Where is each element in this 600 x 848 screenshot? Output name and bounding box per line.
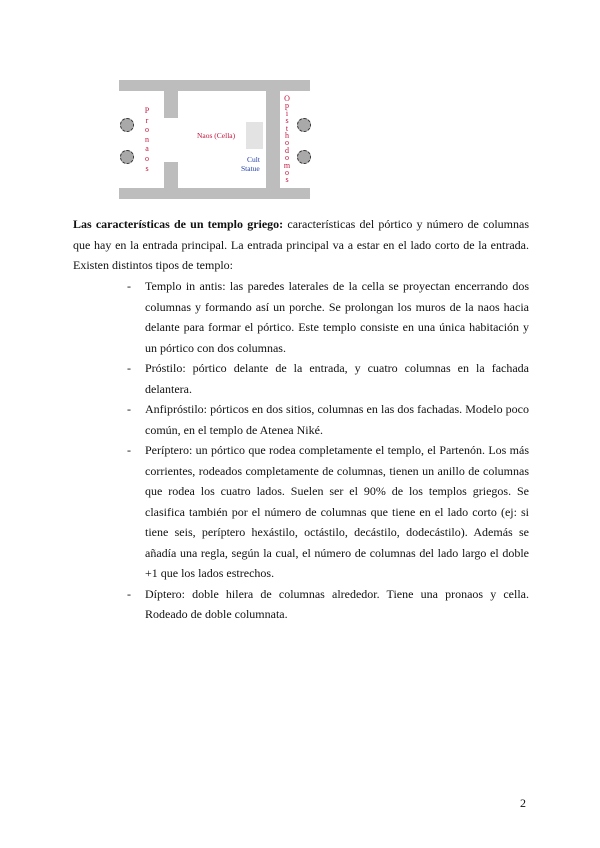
- cult-label-line-2: Statue: [241, 163, 260, 173]
- vertical-letter: s: [285, 175, 289, 185]
- column-icon: [297, 118, 311, 132]
- page-number: 2: [520, 796, 526, 810]
- vertical-letter: r: [145, 115, 149, 125]
- list-item-text: Próstilo: pórtico delante de la entrada, y cuatro columnas en la fachada delantera.: [145, 361, 529, 396]
- list-item-text: Templo in antis: las paredes laterales de la cella se proyectan encerrando dos columnas y formando así un porche. Se prolongan los muros de la naos hacia delante para formar el pórtico. Este templo consiste en una única habitación y un pórtico con dos columnas.: [145, 279, 529, 355]
- list-item: [73, 440, 529, 584]
- cult-label-line-1: Cult: [247, 155, 260, 164]
- temple-plan-diagram: [113, 78, 318, 203]
- intro-text: características del pórtico y número de columnas que hay en la entrada principal. La entrada principal va a estar en el lado corto de la entrada. Existen distintos tipos de templo:: [73, 217, 530, 272]
- vertical-letter: m: [283, 160, 291, 170]
- vertical-letter: d: [285, 145, 289, 155]
- intro-heading: Las características de un templo griego:: [73, 217, 284, 231]
- vertical-letter: n: [145, 134, 149, 144]
- column-icon: [120, 150, 134, 164]
- cult-statue-label: [241, 156, 260, 173]
- list-item-text: Períptero: un pórtico que rodea completamente el templo, el Partenón. Los más corrientes, rodeados completamente de columnas, tienen un anillo de columnas que rodea los cuatro lados. Suelen ser el 90% de los templos griegos. Se clasifica también por el número de columnas que tiene en el lado corto (ej: si tiene seis, períptero hexástilo, octástilo, decástilo, dodecástilo). Además se añadía una regla, según la cual, el número de columnas del lado largo el doble +1 que los lados estrechos.: [145, 443, 529, 580]
- list-item: [73, 358, 529, 399]
- cult-statue-base: [246, 122, 263, 149]
- left-inner-wall-top: [164, 91, 178, 118]
- vertical-letter: o: [145, 125, 149, 135]
- list-dash: -: [127, 279, 131, 293]
- vertical-letter: o: [145, 153, 149, 163]
- vertical-letter: i: [285, 108, 289, 118]
- opisthodomos-label: [282, 95, 292, 184]
- bottom-wall: [119, 188, 310, 199]
- top-wall: [119, 80, 310, 91]
- naos-label: Naos (Cella): [197, 131, 236, 140]
- vertical-letter: O: [284, 94, 290, 103]
- list-item: [73, 276, 529, 358]
- list-dash: -: [127, 586, 131, 601]
- column-icon: [120, 118, 134, 132]
- list-dash: -: [127, 443, 131, 457]
- vertical-letter: t: [285, 123, 289, 133]
- right-inner-wall: [266, 91, 280, 188]
- temple-types-list: [73, 276, 529, 625]
- pronaos-label: [142, 106, 152, 173]
- list-item: [73, 584, 529, 625]
- vertical-letter: o: [285, 168, 289, 178]
- vertical-letter: h: [285, 131, 289, 141]
- list-item-text: Díptero: doble hilera de columnas alrededor. Tiene una pronaos y cella. Rodeado de doble columnata.: [145, 586, 529, 621]
- vertical-letter: s: [285, 116, 289, 126]
- list-dash: -: [127, 402, 131, 416]
- list-item-text: Anfipróstilo: pórticos en dos sitios, columnas en las dos fachadas. Modelo poco común, en el templo de Atenea Niké.: [145, 402, 529, 437]
- intro-paragraph: [73, 214, 529, 276]
- vertical-letter: s: [145, 163, 149, 173]
- vertical-letter: P: [144, 106, 150, 115]
- list-item: [73, 399, 529, 440]
- vertical-letter: o: [285, 138, 289, 148]
- left-inner-wall-bottom: [164, 162, 178, 188]
- vertical-letter: o: [285, 153, 289, 163]
- list-dash: -: [127, 361, 131, 375]
- vertical-letter: a: [145, 144, 149, 154]
- column-icon: [297, 150, 311, 164]
- vertical-letter: p: [285, 101, 289, 111]
